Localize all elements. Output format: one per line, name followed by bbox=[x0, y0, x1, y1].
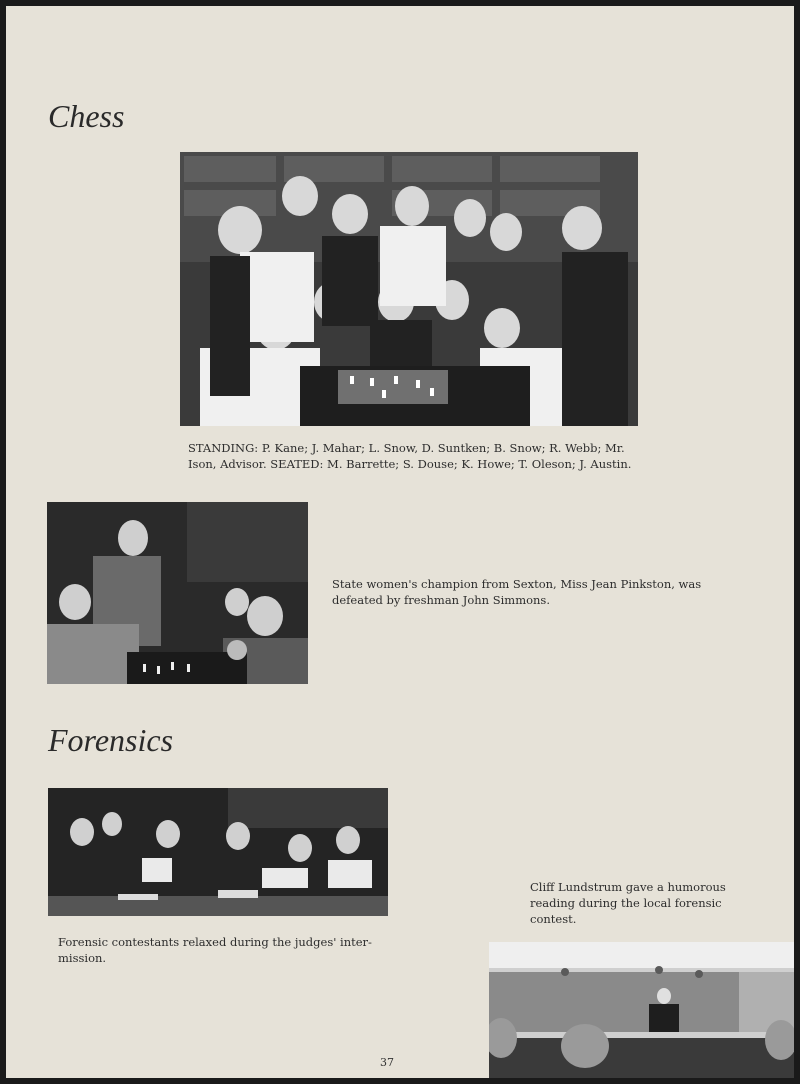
forensic-contestants-photo bbox=[48, 788, 388, 916]
page-number: 37 bbox=[380, 1056, 394, 1069]
chess-group-caption: STANDING: P. Kane; J. Mahar; L. Snow, D. Suntken; B. Snow; R. Webb; Mr. Ison, Advisor. SEATED: M. Barrette; S. Douse; K. Howe; T. Oleson; J. Austin. bbox=[188, 441, 632, 471]
chess-champion-caption: State women's champion from Sexton, Miss Jean Pinkston, was defeated by freshman John Simmons. bbox=[332, 577, 702, 607]
chess-champion-match-photo bbox=[47, 502, 308, 684]
forensic-contestants-caption: Forensic contestants relaxed during the judges' inter-mission. bbox=[58, 935, 372, 965]
chess-heading: Chess bbox=[48, 98, 125, 134]
forensics-heading: Forensics bbox=[48, 722, 174, 758]
humorous-reading-photo bbox=[489, 942, 794, 1078]
yearbook-page bbox=[6, 6, 794, 1078]
chess-club-group-photo bbox=[180, 152, 638, 426]
forensic-reading-caption: Cliff Lundstrum gave a humorous reading during the local forensic contest. bbox=[530, 880, 726, 926]
